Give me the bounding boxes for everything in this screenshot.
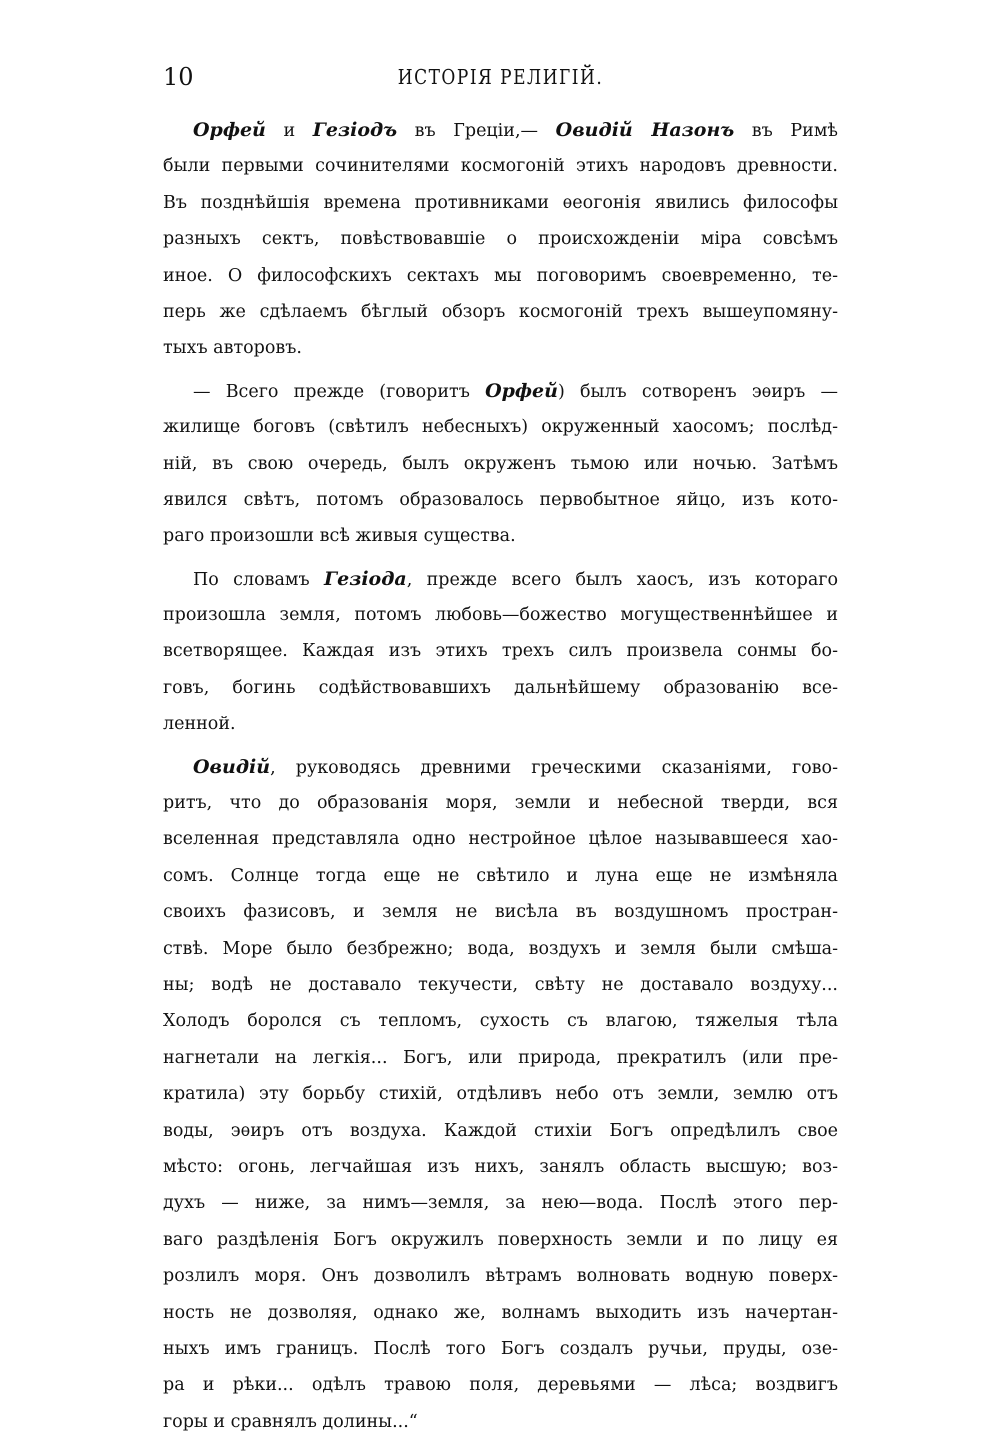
- paragraph: [163, 373, 838, 555]
- text-segment: своихъ фазисовъ, и земля не висѣла въ воздушномъ простран-: [163, 902, 838, 923]
- text-segment: въ Римѣ: [734, 121, 838, 141]
- text-segment: тыхъ авторовъ.: [163, 338, 302, 359]
- emphasized-name: Овидій Назонъ: [555, 119, 735, 141]
- text-segment: духъ — ниже, за нимъ—земля, за нею—вода. Послѣ этого пер-: [163, 1193, 838, 1214]
- text-segment: сомъ. Солнце тогда еще не свѣтило и луна еще не измѣняла: [163, 865, 838, 886]
- text-segment: иное. О философскихъ сектахъ мы поговоримъ своевременно, те-: [163, 265, 838, 286]
- text-line: [163, 1222, 838, 1258]
- emphasized-name: Гезіодъ: [312, 119, 398, 141]
- text-segment: всетворящее. Каждая изъ этихъ трехъ силъ произвела сонмы бо-: [163, 641, 838, 662]
- text-segment: раго произошли всѣ живыя существа.: [163, 526, 516, 547]
- text-segment: розлилъ моря. Онъ дозволилъ вѣтрамъ волновать водную поверх-: [163, 1266, 838, 1287]
- text-segment: ритъ, что до образованія моря, земли и небесной тверди, вся: [163, 793, 838, 814]
- text-line: [163, 785, 838, 821]
- text-segment: Въ позднѣйшія времена противниками ѳеогонія явились философы: [163, 192, 838, 213]
- text-segment: говъ, богинь содѣйствовавшихъ дальнѣйшему образованію все-: [163, 677, 838, 698]
- emphasized-name: Овидій: [193, 755, 271, 778]
- text-line: [163, 221, 838, 257]
- paragraph: [163, 749, 838, 1440]
- text-line: [163, 148, 838, 184]
- text-segment: ній, въ свою очередь, былъ окруженъ тьмою или ночью. Затѣмъ: [163, 453, 838, 474]
- text-segment: ра и рѣки... одѣлъ травою поля, деревьями — лѣса; воздвигъ: [163, 1375, 838, 1396]
- paragraph: [163, 112, 838, 367]
- paragraph: [163, 561, 838, 743]
- text-segment: разныхъ сектъ, повѣствовавшіе о происхожденіи міра совсѣмъ: [163, 229, 838, 250]
- text-line: [163, 1258, 838, 1294]
- text-segment: ны; водѣ не доставало текучести, свѣту не доставало воздуху...: [163, 974, 838, 995]
- running-title: ИСТОРІЯ РЕЛИГІЙ.: [397, 66, 604, 90]
- text-line: [163, 258, 838, 294]
- text-line: [163, 1331, 838, 1367]
- emphasized-name: Орфей: [193, 119, 266, 141]
- text-line: [163, 1003, 838, 1039]
- text-segment: , руководясь древними греческими сказаніями, гово-: [270, 757, 838, 778]
- text-segment: кратила) эту борьбу стихій, отдѣливъ небо отъ земли, землю отъ: [163, 1084, 838, 1105]
- text-segment: ность не дозволяя, однако же, волнамъ выходить изъ начертан-: [163, 1302, 838, 1323]
- text-line: [163, 518, 838, 554]
- text-line: [163, 633, 838, 669]
- text-line: [163, 561, 838, 597]
- text-line: [163, 294, 838, 330]
- text-segment: горы и сравнялъ долины...“: [163, 1411, 418, 1432]
- text-line: [163, 821, 838, 857]
- text-line: [163, 112, 838, 148]
- text-segment: ) былъ сотворенъ эѳиръ —: [557, 381, 838, 402]
- text-segment: ваго раздѣленія Богъ окружилъ поверхность земли и по лицу ея: [163, 1229, 838, 1250]
- text-line: [163, 1149, 838, 1185]
- text-line: [163, 446, 838, 482]
- text-line: [163, 1076, 838, 1112]
- text-segment: и: [265, 121, 313, 141]
- text-line: [163, 597, 838, 633]
- text-segment: вселенная представляла одно нестройное цѣлое называвшееся хао-: [163, 829, 838, 850]
- text-segment: были первыми сочинителями космогоній этихъ народовъ древности.: [163, 156, 838, 177]
- text-segment: жилище боговъ (свѣтилъ небесныхъ) окруженный хаосомъ; послѣд-: [163, 417, 838, 438]
- text-line: [163, 1113, 838, 1149]
- page-header: [163, 62, 838, 96]
- text-segment: явился свѣтъ, потомъ образовалось первобытное яйцо, изъ кото-: [163, 489, 838, 510]
- text-line: [163, 1295, 838, 1331]
- text-segment: нагнетали на легкія... Богъ, или природа, прекратилъ (или пре-: [163, 1047, 838, 1068]
- text-line: [163, 967, 838, 1003]
- text-segment: ныхъ имъ границъ. Послѣ того Богъ создалъ ручьи, пруды, озе-: [163, 1338, 838, 1359]
- text-line: [163, 482, 838, 518]
- text-segment: , прежде всего былъ хаосъ, изъ котораго: [406, 569, 838, 590]
- text-segment: ленной.: [163, 714, 236, 735]
- text-line: [163, 185, 838, 221]
- text-line: [163, 894, 838, 930]
- text-segment: мѣсто: огонь, легчайшая изъ нихъ, занялъ область высшую; воз-: [163, 1156, 838, 1177]
- text-line: [163, 749, 838, 785]
- text-line: [163, 706, 838, 742]
- text-segment: По словамъ: [193, 569, 324, 590]
- text-segment: перь же сдѣлаемъ бѣглый обзоръ космогоній трехъ вышеупомяну-: [163, 301, 838, 322]
- body-text: [163, 112, 838, 1446]
- text-segment: произошла земля, потомъ любовь—божество могущественнѣйшее и: [163, 605, 838, 626]
- text-segment: ствѣ. Море было безбрежно; вода, воздухъ и земля были смѣша-: [163, 938, 838, 959]
- emphasized-name: Орфей: [485, 379, 558, 402]
- text-line: [163, 1367, 838, 1403]
- text-line: [163, 931, 838, 967]
- text-line: [163, 373, 838, 409]
- text-line: [163, 858, 838, 894]
- page-number: 10: [163, 63, 194, 91]
- text-segment: Холодъ боролся съ тепломъ, сухость съ влагою, тяжелыя тѣла: [163, 1011, 838, 1032]
- text-line: [163, 670, 838, 706]
- text-line: [163, 409, 838, 445]
- text-segment: — Всего прежде (говоритъ: [193, 381, 486, 402]
- text-line: [163, 330, 838, 366]
- text-segment: воды, эѳиръ отъ воздуха. Каждой стихіи Богъ опредѣлилъ свое: [163, 1120, 838, 1141]
- text-line: [163, 1040, 838, 1076]
- emphasized-name: Гезіода: [323, 567, 407, 590]
- text-line: [163, 1404, 838, 1440]
- text-segment: въ Греціи,—: [397, 121, 556, 141]
- text-line: [163, 1185, 838, 1221]
